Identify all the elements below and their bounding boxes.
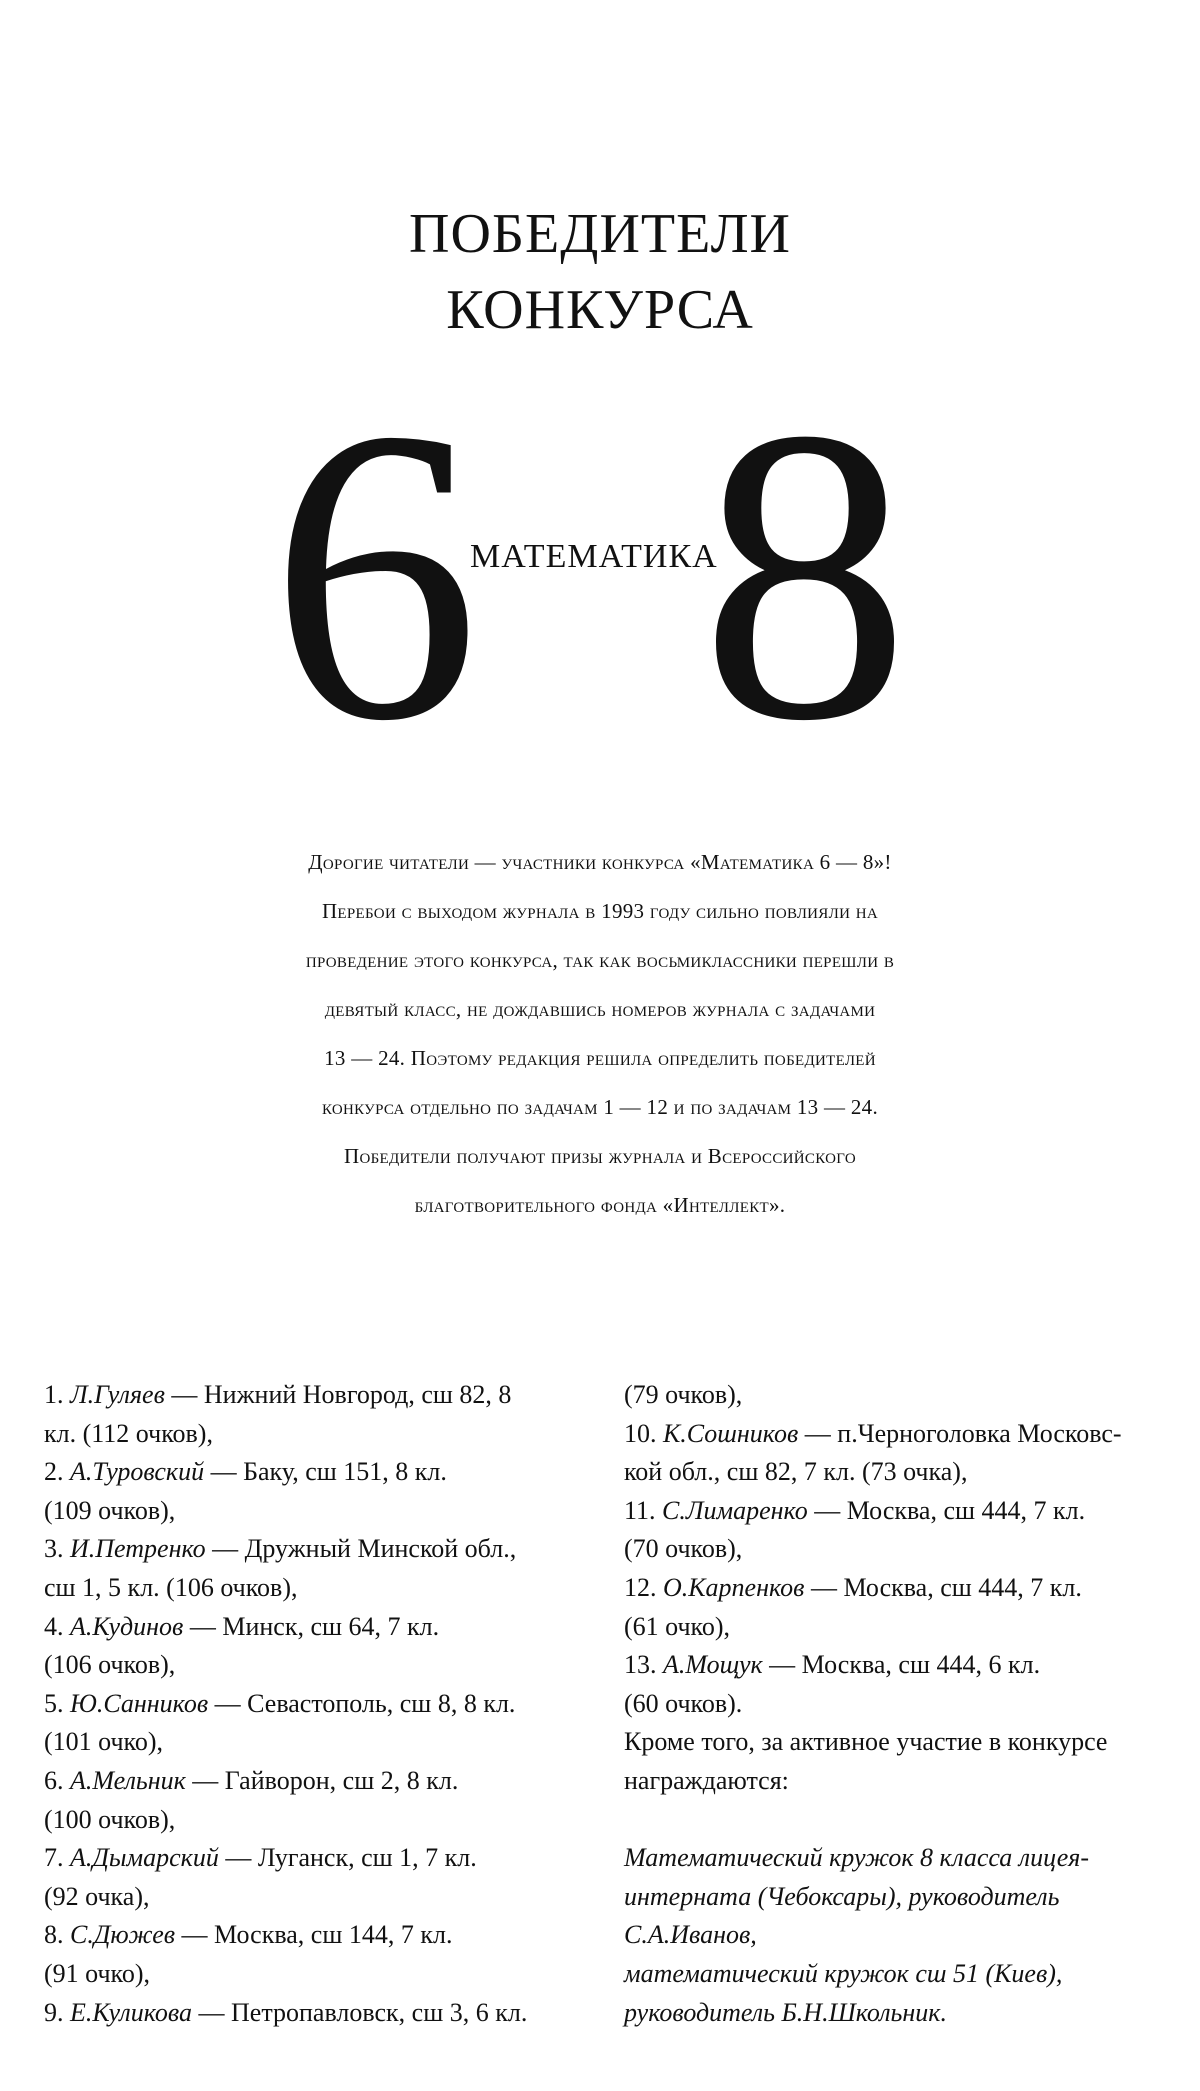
winner-score: (106 очков), — [44, 1650, 176, 1680]
winner-score: кой обл., сш 82, 7 кл. (73 очка), — [624, 1457, 968, 1487]
entry-number: 5. — [44, 1688, 64, 1718]
intro-line: благотворительного фонда «Интеллект». — [414, 1193, 786, 1217]
winner-name: К.Сошников — [663, 1418, 799, 1448]
winner-score: кл. (112 очков), — [44, 1418, 213, 1448]
intro-line: Дорогие читатели — участники конкурса «Математика 6 — 8»! — [308, 850, 892, 874]
winner-details: — Москва, сш 444, 7 кл. — [804, 1572, 1082, 1602]
winner-entry — [624, 1646, 1164, 1723]
winner-details: — Нижний Новгород, сш 82, 8 — [164, 1380, 512, 1409]
winner-details: — Луганск, сш 1, 7 кл. — [218, 1843, 477, 1873]
winner-entry — [624, 1492, 1164, 1569]
award-line: руководитель Б.Н.Школьник. — [624, 1997, 947, 2027]
intro-line: 13 — 24. Поэтому редакция решила определить победителей — [324, 1046, 876, 1070]
winners-list-right — [624, 1376, 1164, 2032]
intro-line: проведение этого конкурса, так как восьмиклассники перешли в — [305, 948, 895, 972]
entry-number: 1. — [44, 1380, 64, 1409]
entry-number: 12. — [624, 1572, 657, 1602]
winner-name: А.Дымарский — [70, 1843, 219, 1873]
entry-number: 10. — [624, 1418, 657, 1448]
winner-details: — Москва, сш 144, 7 кл. — [175, 1920, 453, 1950]
winner-entry — [44, 1453, 564, 1530]
page-title — [0, 196, 1200, 348]
intro-paragraph — [200, 838, 1000, 1230]
intro-line: девятый класс, не дождавшись номеров журнала с задачами — [324, 997, 876, 1021]
winner-entry — [44, 1376, 564, 1453]
winner-name: А.Мощук — [663, 1650, 763, 1680]
winner-name: А.Мельник — [70, 1765, 186, 1795]
winner-score: (70 очков), — [624, 1534, 743, 1564]
winner-score: сш 1, 5 кл. (106 очков), — [44, 1572, 298, 1602]
extra-note-line: Кроме того, за активное участие в конкурсе — [624, 1727, 1108, 1757]
winner-name: Ю.Санников — [70, 1688, 209, 1718]
winner-name: С.Дюжев — [70, 1920, 176, 1950]
winner-score: (92 очка), — [44, 1881, 150, 1911]
winner-details: — Севастополь, сш 8, 8 кл. — [208, 1688, 516, 1718]
winner-score-carryover: (79 очков), — [624, 1380, 743, 1409]
title-line-1: ПОБЕДИТЕЛИ — [409, 203, 791, 265]
entry-number: 6. — [44, 1765, 64, 1795]
winners-list-left — [44, 1376, 564, 2032]
entry-number: 3. — [44, 1534, 64, 1564]
winner-entry — [44, 1839, 564, 1916]
winner-name: И.Петренко — [70, 1534, 206, 1564]
big-digit-six: 6 — [270, 342, 480, 807]
winner-entry — [44, 1608, 564, 1685]
winner-name: С.Лимаренко — [662, 1495, 808, 1525]
winner-name: О.Карпенков — [663, 1572, 805, 1602]
entry-number: 9. — [44, 1997, 64, 2027]
extra-note-line: награждаются: — [624, 1765, 789, 1795]
winner-score: (91 очко), — [44, 1958, 151, 1988]
winner-details: — п.Черноголовка Московс- — [798, 1418, 1122, 1448]
winner-entry — [44, 1685, 564, 1762]
entry-number: 4. — [44, 1611, 64, 1641]
winner-name: А.Туровский — [70, 1457, 205, 1487]
winner-details: — Минск, сш 64, 7 кл. — [183, 1611, 440, 1641]
spacer — [624, 1801, 1164, 1840]
entry-number: 13. — [624, 1650, 657, 1680]
winner-details: — Гайворон, сш 2, 8 кл. — [185, 1765, 459, 1795]
intro-line: Победители получают призы журнала и Всероссийского — [343, 1144, 856, 1168]
winner-score: (109 очков), — [44, 1495, 176, 1525]
winner-name: Е.Куликова — [70, 1997, 192, 2027]
entry-number: 2. — [44, 1457, 64, 1487]
winner-name: А.Кудинов — [70, 1611, 184, 1641]
intro-line: конкурса отдельно по задачам 1 — 12 и по задачам 13 — 24. — [321, 1095, 879, 1119]
winner-details: — Баку, сш 151, 8 кл. — [204, 1457, 447, 1487]
award-line: Математический кружок 8 класса лицея- — [624, 1843, 1090, 1873]
winner-details: — Москва, сш 444, 7 кл. — [807, 1495, 1086, 1525]
winner-score: (60 очков). — [624, 1688, 743, 1718]
award-line: С.А.Иванов, — [624, 1920, 757, 1950]
award-line: интерната (Чебоксары), руководитель — [624, 1881, 1060, 1911]
winner-score: (61 очко), — [624, 1611, 731, 1641]
winner-entry — [44, 1762, 564, 1839]
award-line: математический кружок сш 51 (Киев), — [624, 1958, 1063, 1988]
title-line-2: КОНКУРСА — [446, 279, 754, 341]
entry-number: 7. — [44, 1843, 64, 1873]
winner-entry — [624, 1569, 1164, 1646]
winner-details: — Петропавловск, сш 3, 6 кл. — [192, 1997, 528, 2027]
entry-number: 8. — [44, 1920, 64, 1950]
intro-line: Перебои с выходом журнала в 1993 году сильно повлияли на — [321, 899, 879, 923]
winner-score: (100 очков), — [44, 1804, 176, 1834]
winner-score: (101 очко), — [44, 1727, 164, 1757]
entry-number: 11. — [624, 1495, 656, 1525]
winner-entry — [44, 1916, 564, 1993]
big-digit-eight: 8 — [700, 342, 910, 807]
winner-name: Л.Гуляев — [70, 1380, 165, 1409]
winner-details: — Дружный Минской обл., — [205, 1534, 517, 1564]
winner-details: — Москва, сш 444, 6 кл. — [762, 1650, 1041, 1680]
winner-entry — [44, 1994, 564, 2033]
subject-label: МАТЕМАТИКА — [470, 538, 718, 575]
winner-entry — [624, 1415, 1164, 1492]
winner-entry — [44, 1530, 564, 1607]
